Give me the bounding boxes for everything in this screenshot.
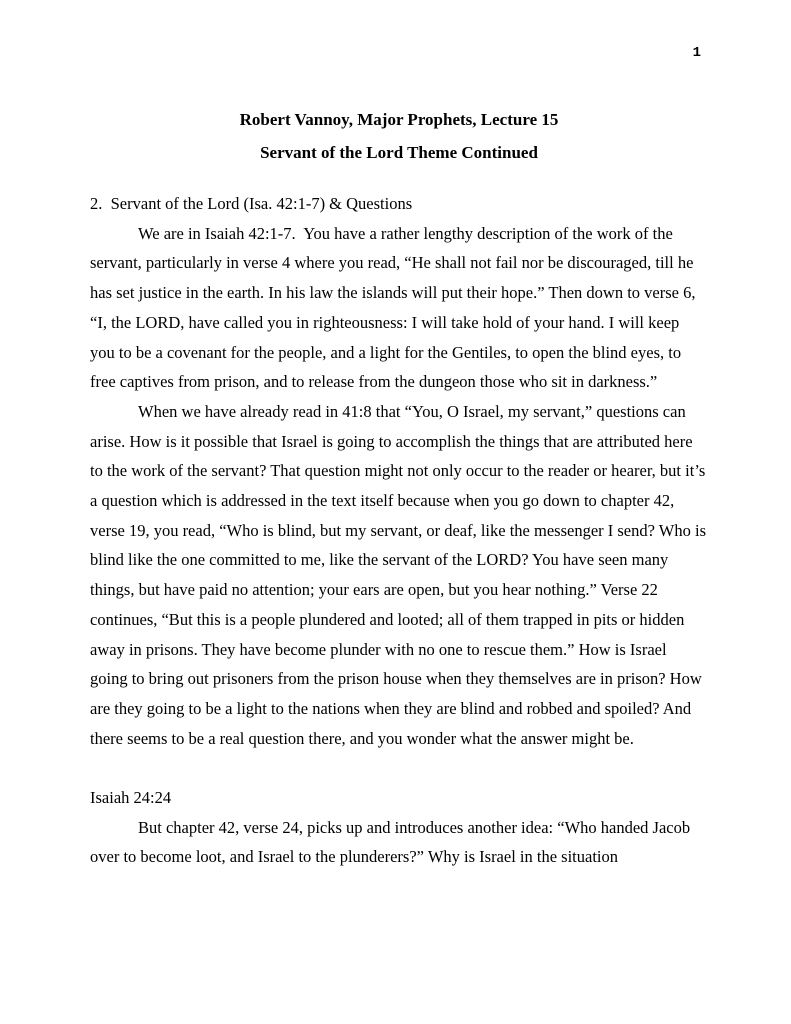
paragraph-chapter-42-verse-24: But chapter 42, verse 24, picks up and introduces another idea: “Who handed Jacob over to become loot, and Israel to the plunderers?” Why is Israel in the situation (90, 817, 695, 867)
scripture-subheading: Isaiah 24:24 (90, 788, 172, 808)
document-subtitle: Servant of the Lord Theme Continued (260, 143, 538, 162)
page-number: 1 (692, 45, 701, 61)
document-body (90, 189, 711, 872)
paragraph-servant-questions: When we have already read in 41:8 that “You, O Israel, my servant,” questions can arise. How is it possible that Israel is going to accomplish the things that are attributed here to the work of the servant? That question might not only occur to the reader or hearer, but it’s a question which is addressed in the text itself because when you go down to chapter 42, verse 19, you read, “Who is blind, but my servant, or deaf, like the messenger I send? Who is blind like the one committed to me, like the servant of the LORD? You have seen many things, but have paid no attention; your ears are open, but you hear nothing.” Verse 22 continues, “But this is a people plundered and looted; all of them trapped in pits or hidden away in prisons. They have become plunder with no one to rescue them.” How is Israel going to bring out prisoners from the prison house when they themselves are in prison? How are they going to be a light to the nations when they are blind and robbed and spoiled? And there seems to be a real question there, and you wonder what the answer might be. (90, 401, 711, 748)
document-title: Robert Vannoy, Major Prophets, Lecture 15 (239, 110, 559, 129)
paragraph-isaiah-42-description: We are in Isaiah 42:1-7. You have a rather lengthy description of the work of the servant, particularly in verse 4 where you read, “He shall not fail nor be discouraged, till he has set justice in the earth. In his law the islands will put their hope.” Then down to verse 6, “I, the LORD, have called you in righteousness: I will take hold of your hand. I will keep you to be a covenant for the people, and a light for the Gentiles, to open the blind eyes, to free captives from prison, and to release from the dungeon those who sit in darkness.” (90, 223, 700, 392)
document-header (90, 103, 708, 169)
section-heading: 2. Servant of the Lord (Isa. 42:1-7) & Questions (90, 194, 413, 213)
